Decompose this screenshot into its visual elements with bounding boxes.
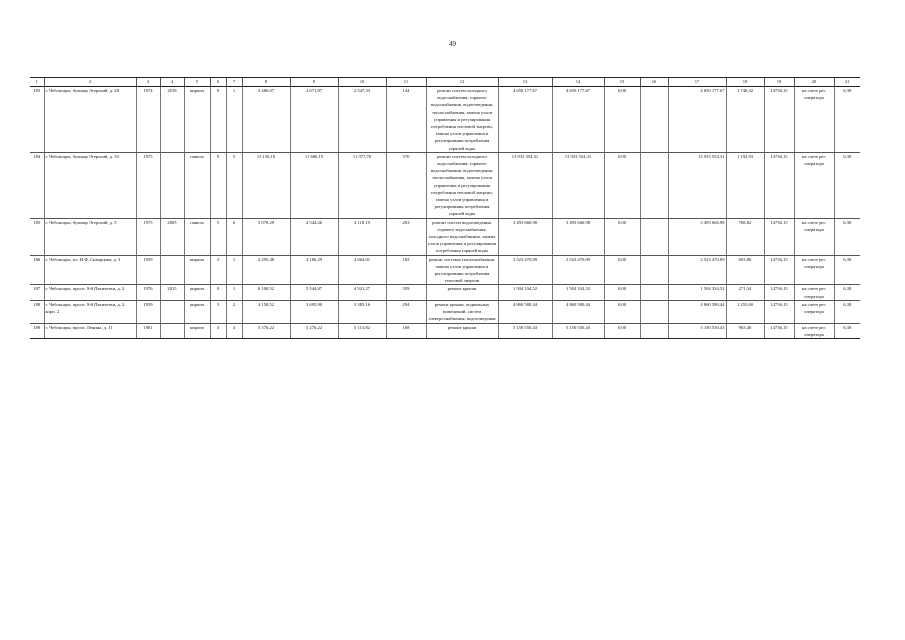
wall-material-cell: кирпич [184,300,210,323]
entrances-cell: 2 [226,300,242,323]
empty-cell [640,255,668,285]
column-number-row [30,78,860,87]
table-body [30,87,860,339]
residents-cell: 570 [386,152,426,218]
column-number: 20 [794,78,834,87]
cost-total-cell: 5 150 550,43 [498,323,552,338]
empty-cell [640,300,668,323]
residential-area-cell: 5 113,82 [338,323,386,338]
cost-other-cell: 0,00 [604,323,640,338]
year-built-cell: 1975 [136,218,160,255]
total-area-cell: 6 100,52 [242,285,290,300]
wall-material-cell: кирпич [184,255,210,285]
cost-owners-cell: 3 493 666,98 [668,218,726,255]
cost-owners-cell: 2 523 470,09 [668,255,726,285]
table-row [30,218,860,255]
address-cell: г. Чебоксары, бульвар Эгерский, д. 28 [44,87,136,153]
floors-cell: 3 [210,323,226,338]
table-row [30,152,860,218]
cost-fund-cell: 4 860 580,44 [552,300,604,323]
floors-cell: 9 [210,285,226,300]
fund-method-cell: на счете рег. оператора [794,152,834,218]
floors-cell: 9 [210,87,226,153]
cost-owners-cell: 4 860 580,44 [668,300,726,323]
unit-cost-cell: 1 740,42 [726,87,764,153]
column-number: 8 [242,78,290,87]
cost-other-cell: 0,00 [604,300,640,323]
fund-method-cell: на счете рег. оператора [794,323,834,338]
works-cell: ремонт систем водоотведения, горячего водоснабжения, холодного водоснабжения, замена узлов управления и регулирования потребления горячей воды [427,219,497,254]
cost-owners-cell: 1 504 334,52 [668,285,726,300]
column-number: 1 [30,78,44,87]
residential-area-cell: 4 118,19 [338,218,386,255]
year-overhaul-cell: 2005 [160,218,184,255]
column-number: 16 [640,78,668,87]
cost-fund-cell: 1 504 334,52 [552,285,604,300]
residential-area-cell: 4 064,01 [338,255,386,285]
cost-other-cell: 0,00 [604,152,640,218]
table-row [30,285,860,300]
total-area-cell: 3 486,07 [242,87,290,153]
premises-area-cell: 4 186,29 [290,255,338,285]
table-row [30,255,860,285]
column-number: 17 [668,78,726,87]
premises-area-cell: 5 544,87 [290,285,338,300]
premises-area-cell: 5 276,22 [290,323,338,338]
cost-fund-cell: 3 493 666,98 [552,218,604,255]
fund-method-cell: на счете рег. оператора [794,285,834,300]
wall-material-cell: кирпич [184,323,210,338]
column-number: 10 [338,78,386,87]
cost-fund-cell: 2 523 470,09 [552,255,604,285]
premises-area-cell: 2 671,87 [290,87,338,153]
wall-material-cell: панель [184,152,210,218]
cost-owners-cell: 5 150 550,43 [668,323,726,338]
cost-total-cell: 3 493 666,98 [498,218,552,255]
address-cell: г. Чебоксары, просп. 9-й Пятилетки, д. 2, корп. 2 [44,300,136,323]
table-row [30,87,860,153]
entrances-cell: 1 [226,255,242,285]
premises-area-cell: 3 695,90 [290,300,338,323]
row-number: 189 [30,323,44,338]
overhaul-registry-table [30,77,860,339]
residents-cell: 168 [386,323,426,338]
cost-fund-cell: 13 933 554,31 [552,152,604,218]
residential-area-cell: 4 921,27 [338,285,386,300]
year-overhaul-cell [160,255,184,285]
max-cost-cell: 14736,15 [764,323,794,338]
year-overhaul-cell [160,323,184,338]
unit-cost-cell: 1 192,93 [726,152,764,218]
premises-area-cell: 11 680,19 [290,152,338,218]
year-built-cell: 1976 [136,285,160,300]
works-cell: ремонт системы теплоснабжения, замена узлов управления и регулирования потребления тепловой энергии [426,255,498,285]
unit-cost-cell: 768,82 [726,218,764,255]
residents-cell: 263 [386,218,426,255]
entrances-cell: 4 [226,323,242,338]
column-number: 15 [604,78,640,87]
year-overhaul-cell [160,300,184,323]
max-cost-cell: 14736,15 [764,300,794,323]
column-number: 9 [290,78,338,87]
address-cell: г. Чебоксары, просп. 9-й Пятилетки, д. 2 [44,285,136,300]
column-number: 18 [726,78,764,87]
wall-material-cell: кирпич [184,87,210,153]
entrances-cell: 1 [226,87,242,153]
works-cell: ремонт крыши [426,323,498,338]
row-number: 183 [30,87,44,153]
max-cost-cell: 14736,15 [764,218,794,255]
row-number: 188 [30,300,44,323]
max-cost-cell: 14736,15 [764,87,794,153]
wall-material-cell: кирпич [184,285,210,300]
cost-other-cell: 0,00 [604,285,640,300]
column-number: 3 [136,78,160,87]
contribution-cell: 6,38 [834,285,860,300]
empty-cell [640,87,668,153]
column-number: 6 [210,78,226,87]
total-area-cell: 5 078,29 [242,218,290,255]
column-number: 14 [552,78,604,87]
cost-fund-cell: 5 150 550,43 [552,323,604,338]
year-overhaul-cell: 2018 [160,87,184,153]
column-number: 11 [386,78,426,87]
page-number: 49 [449,40,456,48]
works-cell: ремонт систем холодного водоснабжения, горячего водоснабжения, водоотведения, теплоснабжения, замена узлов управления и регулирования потребления тепловой энергии, замена узлов управления и регулирования потребления горячей воды [426,87,498,153]
fund-method-cell: на счете рег. оператора [794,218,834,255]
column-number: 21 [834,78,860,87]
column-number: 19 [764,78,794,87]
max-cost-cell: 14736,15 [764,152,794,218]
residential-area-cell: 3 385,16 [338,300,386,323]
unit-cost-cell: 271,34 [726,285,764,300]
floors-cell: 3 [210,300,226,323]
address-cell: г. Чебоксары, просп. Ленина, д. 11 [44,323,136,338]
empty-cell [640,285,668,300]
contribution-cell: 6,38 [834,152,860,218]
column-number: 12 [426,78,498,87]
unit-cost-cell: 1 255,60 [726,300,764,323]
residents-cell: 359 [386,285,426,300]
address-cell: г. Чебоксары, бульвар Эгерский, д. 33 [44,152,136,218]
cost-owners-cell: 13 933 554,31 [668,152,726,218]
cost-other-cell: 0,00 [604,87,640,153]
table-row [30,300,860,323]
entrances-cell: 1 [226,285,242,300]
table-row [30,323,860,338]
column-number: 13 [498,78,552,87]
max-cost-cell: 14736,15 [764,255,794,285]
empty-cell [640,218,668,255]
works-cell: ремонт крыши, подвальных помещений, систем электроснабжения, водоотведения [426,300,498,323]
empty-cell [640,152,668,218]
unit-cost-cell: 603,80 [726,255,764,285]
year-built-cell: 1959 [136,255,160,285]
cost-total-cell: 2 523 470,09 [498,255,552,285]
fund-method-cell: на счете рег. оператора [794,300,834,323]
year-built-cell: 1975 [136,152,160,218]
cost-total-cell: 4 860 580,44 [498,300,552,323]
cost-total-cell: 13 933 554,31 [498,152,552,218]
row-number: 187 [30,285,44,300]
total-area-cell: 5 576,22 [242,323,290,338]
contribution-cell: 6,38 [834,323,860,338]
year-built-cell: 1959 [136,300,160,323]
cost-other-cell: 0,00 [604,255,640,285]
year-built-cell: 1974 [136,87,160,153]
residents-cell: 183 [386,255,426,285]
residents-cell: 144 [386,87,426,153]
column-number: 4 [160,78,184,87]
wall-material-cell: панель [184,218,210,255]
contribution-cell: 6,38 [834,218,860,255]
floors-cell: 5 [210,218,226,255]
works-cell: ремонт систем холодного водоснабжения, горячего водоснабжения, водоотведения, теплоснабжения, замена узлов управления и регулирования потребления тепловой энергии, замена узлов управления и регулирования потребления горячей воды [426,152,498,218]
fund-method-cell: на счете рег. оператора [794,87,834,153]
floors-cell: 9 [210,152,226,218]
row-number: 185 [30,218,44,255]
total-area-cell: 13 150,10 [242,152,290,218]
residential-area-cell: 2 547,33 [338,87,386,153]
works-cell: ремонт крыши [426,285,498,300]
max-cost-cell: 14736,15 [764,285,794,300]
row-number: 186 [30,255,44,285]
cost-other-cell: 0,00 [604,218,640,255]
fund-method-cell: на счете рег. оператора [794,255,834,285]
contribution-cell: 6,38 [834,255,860,285]
entrances-cell: 6 [226,218,242,255]
address-cell: г. Чебоксары, пл. И.Ф. Скворцова, д. 3 [44,255,136,285]
column-number: 5 [184,78,210,87]
year-overhaul-cell: 2015 [160,285,184,300]
total-area-cell: 4 295,48 [242,255,290,285]
premises-area-cell: 4 544,26 [290,218,338,255]
year-built-cell: 1961 [136,323,160,338]
entrances-cell: 5 [226,152,242,218]
year-overhaul-cell [160,152,184,218]
residents-cell: 294 [386,300,426,323]
cost-total-cell: 1 504 334,52 [498,285,552,300]
row-number: 184 [30,152,44,218]
contribution-cell: 6,38 [834,87,860,153]
cost-total-cell: 4 650 177,67 [498,87,552,153]
cost-owners-cell: 4 650 177,67 [668,87,726,153]
address-cell: г. Чебоксары, бульвар Эгерский, д. 5 [44,218,136,255]
column-number: 2 [44,78,136,87]
contribution-cell: 6,38 [834,300,860,323]
floors-cell: 3 [210,255,226,285]
unit-cost-cell: 963,40 [726,323,764,338]
residential-area-cell: 11 077,70 [338,152,386,218]
cost-fund-cell: 4 650 177,67 [552,87,604,153]
column-number: 7 [226,78,242,87]
empty-cell [640,323,668,338]
total-area-cell: 4 158,52 [242,300,290,323]
